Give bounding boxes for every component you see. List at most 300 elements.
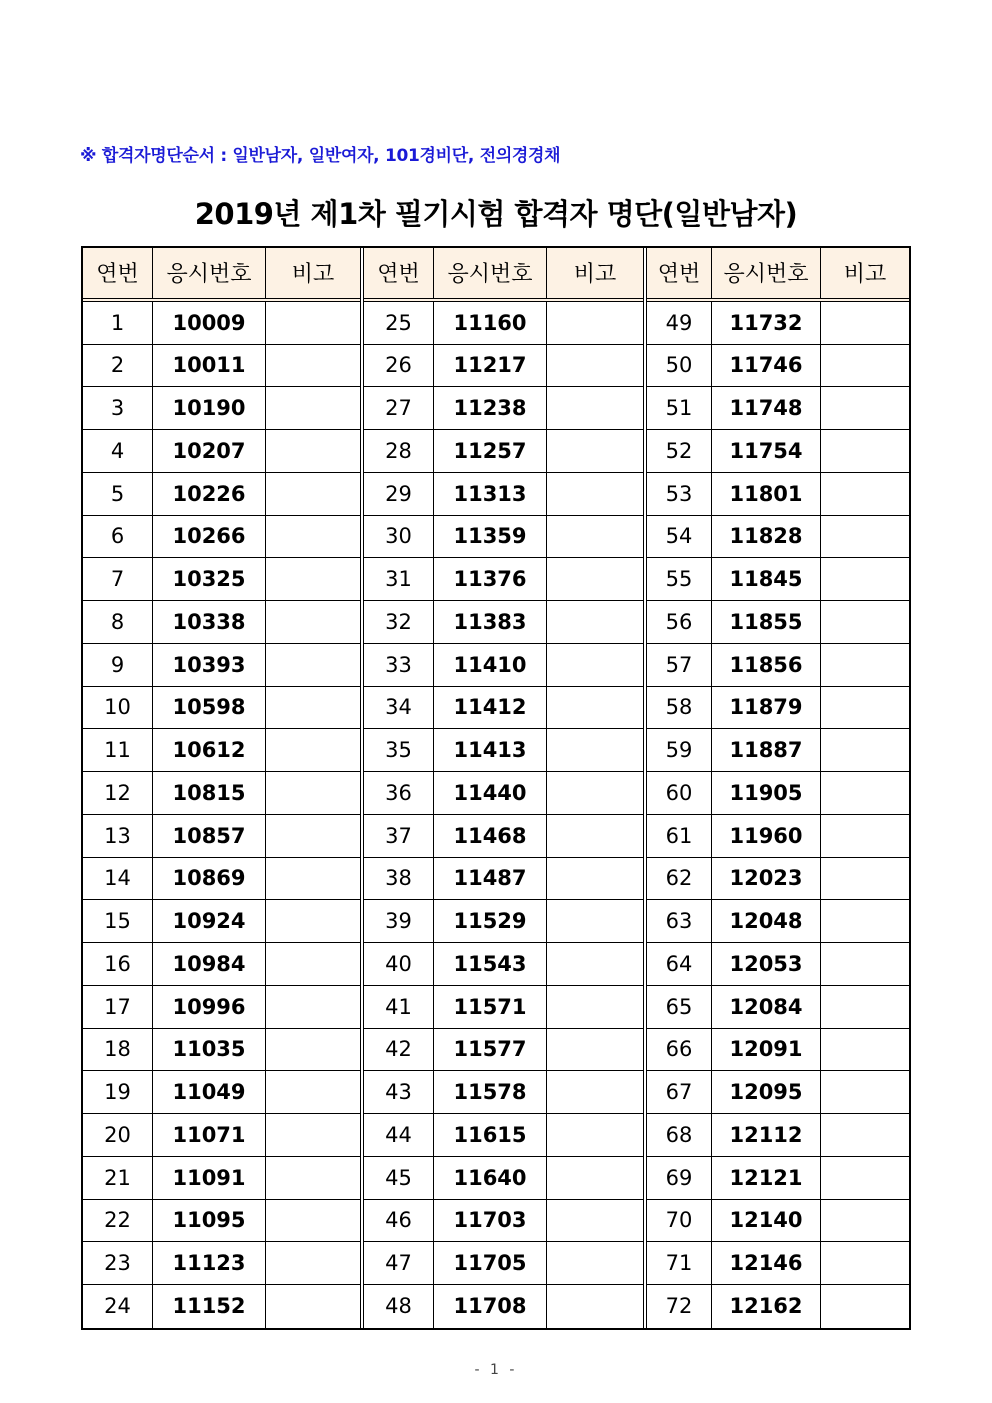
remark: [547, 943, 643, 985]
table-block-3: [643, 248, 909, 1328]
row-number: 56: [647, 601, 712, 643]
exam-id: 11571: [434, 986, 547, 1028]
remark: [821, 387, 909, 429]
results-table: [81, 246, 911, 1330]
header-row: [647, 248, 909, 302]
exam-id: 11640: [434, 1157, 547, 1199]
table-row: [647, 986, 909, 1029]
row-number: 28: [364, 430, 434, 472]
exam-id: 11578: [434, 1071, 547, 1113]
exam-id: 11376: [434, 558, 547, 600]
exam-id: 11705: [434, 1242, 547, 1284]
exam-id: 11095: [153, 1200, 266, 1242]
remark: [547, 430, 643, 472]
remark: [821, 516, 909, 558]
remark: [266, 729, 360, 771]
row-number: 12: [83, 772, 153, 814]
table-row: [647, 644, 909, 687]
remark: [821, 1200, 909, 1242]
row-number: 68: [647, 1114, 712, 1156]
row-number: 27: [364, 387, 434, 429]
exam-id: 11732: [712, 302, 821, 344]
table-row: [647, 473, 909, 516]
remark: [547, 772, 643, 814]
remark: [266, 1071, 360, 1113]
exam-id: 11487: [434, 858, 547, 900]
table-row: [364, 1157, 643, 1200]
remark: [266, 1285, 360, 1328]
remark: [547, 858, 643, 900]
row-number: 64: [647, 943, 712, 985]
table-row: [647, 1114, 909, 1157]
exam-id: 10338: [153, 601, 266, 643]
remark: [266, 644, 360, 686]
table-row: [647, 772, 909, 815]
table-row: [364, 858, 643, 901]
table-row: [83, 1029, 360, 1072]
table-row: [83, 601, 360, 644]
exam-id: 11845: [712, 558, 821, 600]
row-number: 37: [364, 815, 434, 857]
row-number: 1: [83, 302, 153, 344]
row-number: 70: [647, 1200, 712, 1242]
exam-id: 10266: [153, 516, 266, 558]
exam-id: 11313: [434, 473, 547, 515]
remark: [266, 858, 360, 900]
table-row: [364, 345, 643, 388]
row-number: 19: [83, 1071, 153, 1113]
row-number: 63: [647, 900, 712, 942]
table-row: [83, 729, 360, 772]
row-number: 54: [647, 516, 712, 558]
table-row: [647, 687, 909, 730]
exam-id: 12162: [712, 1285, 821, 1328]
table-row: [83, 815, 360, 858]
remark: [547, 1200, 643, 1242]
exam-id: 10011: [153, 345, 266, 387]
exam-id: 11529: [434, 900, 547, 942]
row-number: 25: [364, 302, 434, 344]
exam-id: 11615: [434, 1114, 547, 1156]
header-remark: 비고: [291, 262, 335, 288]
exam-id: 11091: [153, 1157, 266, 1199]
exam-id: 10598: [153, 687, 266, 729]
table-row: [83, 345, 360, 388]
exam-id: 10325: [153, 558, 266, 600]
row-number: 42: [364, 1029, 434, 1071]
remark: [266, 1200, 360, 1242]
table-row: [647, 1285, 909, 1328]
row-number: 49: [647, 302, 712, 344]
row-number: 6: [83, 516, 153, 558]
row-number: 57: [647, 644, 712, 686]
row-number: 66: [647, 1029, 712, 1071]
row-number: 52: [647, 430, 712, 472]
remark: [547, 687, 643, 729]
row-number: 41: [364, 986, 434, 1028]
row-number: 2: [83, 345, 153, 387]
table-row: [364, 430, 643, 473]
row-number: 43: [364, 1071, 434, 1113]
row-number: 10: [83, 687, 153, 729]
row-number: 58: [647, 687, 712, 729]
table-row: [364, 687, 643, 730]
row-number: 18: [83, 1029, 153, 1071]
remark: [266, 900, 360, 942]
row-number: 13: [83, 815, 153, 857]
remark: [547, 302, 643, 344]
header-remark: 비고: [843, 262, 887, 288]
row-number: 8: [83, 601, 153, 643]
table-row: [364, 1242, 643, 1285]
table-row: [364, 558, 643, 601]
remark: [547, 1242, 643, 1284]
header-remark: 비고: [573, 262, 617, 288]
remark: [821, 687, 909, 729]
row-number: 36: [364, 772, 434, 814]
table-row: [364, 1029, 643, 1072]
header-row: [364, 248, 643, 302]
remark: [547, 1157, 643, 1199]
table-row: [364, 1071, 643, 1114]
remark: [266, 1029, 360, 1071]
table-row: [647, 302, 909, 345]
table-row: [83, 900, 360, 943]
exam-id: 11543: [434, 943, 547, 985]
exam-id: 12146: [712, 1242, 821, 1284]
table-row: [83, 1242, 360, 1285]
row-number: 15: [83, 900, 153, 942]
table-row: [83, 1071, 360, 1114]
remark: [821, 558, 909, 600]
table-row: [647, 558, 909, 601]
table-row: [364, 387, 643, 430]
table-row: [364, 943, 643, 986]
exam-id: 11748: [712, 387, 821, 429]
exam-id: 11468: [434, 815, 547, 857]
table-row: [83, 1285, 360, 1328]
table-row: [647, 1200, 909, 1243]
exam-id: 10924: [153, 900, 266, 942]
row-number: 33: [364, 644, 434, 686]
row-number: 29: [364, 473, 434, 515]
exam-id: 11383: [434, 601, 547, 643]
row-number: 7: [83, 558, 153, 600]
remark: [547, 345, 643, 387]
remark: [821, 473, 909, 515]
row-number: 9: [83, 644, 153, 686]
table-row: [364, 644, 643, 687]
row-number: 71: [647, 1242, 712, 1284]
table-row: [83, 302, 360, 345]
remark: [266, 430, 360, 472]
row-number: 40: [364, 943, 434, 985]
table-row: [83, 644, 360, 687]
remark: [266, 387, 360, 429]
row-number: 20: [83, 1114, 153, 1156]
remark: [547, 1071, 643, 1113]
row-number: 59: [647, 729, 712, 771]
row-number: 53: [647, 473, 712, 515]
table-row: [647, 900, 909, 943]
exam-id: 11856: [712, 644, 821, 686]
row-number: 60: [647, 772, 712, 814]
remark: [821, 644, 909, 686]
exam-id: 11746: [712, 345, 821, 387]
row-number: 55: [647, 558, 712, 600]
remark: [266, 345, 360, 387]
exam-id: 10612: [153, 729, 266, 771]
remark: [266, 601, 360, 643]
table-block-2: [360, 248, 643, 1328]
row-number: 31: [364, 558, 434, 600]
remark: [266, 815, 360, 857]
row-number: 3: [83, 387, 153, 429]
row-number: 30: [364, 516, 434, 558]
table-row: [364, 1200, 643, 1243]
remark: [821, 1285, 909, 1328]
exam-id: 10815: [153, 772, 266, 814]
exam-id: 10190: [153, 387, 266, 429]
row-number: 22: [83, 1200, 153, 1242]
remark: [821, 1242, 909, 1284]
exam-id: 10009: [153, 302, 266, 344]
exam-id: 12112: [712, 1114, 821, 1156]
row-number: 38: [364, 858, 434, 900]
table-row: [364, 772, 643, 815]
exam-id: 12140: [712, 1200, 821, 1242]
table-row: [364, 1285, 643, 1328]
remark: [266, 1114, 360, 1156]
exam-id: 11855: [712, 601, 821, 643]
row-number: 39: [364, 900, 434, 942]
header-number: 연번: [647, 248, 712, 298]
table-row: [647, 601, 909, 644]
exam-id: 11703: [434, 1200, 547, 1242]
remark: [821, 302, 909, 344]
exam-id: 11412: [434, 687, 547, 729]
remark: [547, 601, 643, 643]
remark: [821, 943, 909, 985]
table-row: [83, 1200, 360, 1243]
table-row: [647, 729, 909, 772]
page-title: 2019년 제1차 필기시험 합격자 명단(일반남자): [194, 197, 798, 231]
exam-id: 11879: [712, 687, 821, 729]
exam-id: 10207: [153, 430, 266, 472]
remark: [266, 558, 360, 600]
row-number: 14: [83, 858, 153, 900]
remark: [266, 1157, 360, 1199]
table-row: [647, 1071, 909, 1114]
row-number: 44: [364, 1114, 434, 1156]
table-row: [647, 387, 909, 430]
table-row: [83, 516, 360, 559]
row-number: 67: [647, 1071, 712, 1113]
table-row: [364, 302, 643, 345]
row-number: 45: [364, 1157, 434, 1199]
header-number: 연번: [83, 248, 153, 298]
row-number: 17: [83, 986, 153, 1028]
remark: [547, 644, 643, 686]
row-number: 26: [364, 345, 434, 387]
remark: [547, 729, 643, 771]
table-row: [647, 815, 909, 858]
table-row: [364, 1114, 643, 1157]
table-row: [647, 1029, 909, 1072]
exam-id: 11160: [434, 302, 547, 344]
table-row: [83, 1157, 360, 1200]
remark: [821, 986, 909, 1028]
table-row: [647, 943, 909, 986]
exam-id: 11708: [434, 1285, 547, 1328]
exam-id: 11905: [712, 772, 821, 814]
row-number: 61: [647, 815, 712, 857]
exam-id: 11801: [712, 473, 821, 515]
row-number: 51: [647, 387, 712, 429]
remark: [547, 986, 643, 1028]
header-row: [83, 248, 360, 302]
remark: [266, 516, 360, 558]
header-exam-id: 응시번호: [712, 248, 821, 298]
table-row: [364, 473, 643, 516]
row-number: 47: [364, 1242, 434, 1284]
exam-id: 11754: [712, 430, 821, 472]
header-exam-id: 응시번호: [153, 248, 266, 298]
exam-id: 11960: [712, 815, 821, 857]
exam-id: 11049: [153, 1071, 266, 1113]
table-row: [83, 430, 360, 473]
exam-id: 10996: [153, 986, 266, 1028]
remark: [266, 687, 360, 729]
exam-id: 12091: [712, 1029, 821, 1071]
row-number: 4: [83, 430, 153, 472]
remark: [547, 1029, 643, 1071]
row-number: 11: [83, 729, 153, 771]
exam-id: 11257: [434, 430, 547, 472]
row-number: 50: [647, 345, 712, 387]
row-number: 46: [364, 1200, 434, 1242]
remark: [821, 900, 909, 942]
exam-id: 12084: [712, 986, 821, 1028]
remark: [821, 815, 909, 857]
header-exam-id: 응시번호: [434, 248, 547, 298]
row-number: 72: [647, 1285, 712, 1328]
exam-id: 11071: [153, 1114, 266, 1156]
exam-id: 11238: [434, 387, 547, 429]
table-row: [83, 558, 360, 601]
row-number: 35: [364, 729, 434, 771]
exam-id: 12048: [712, 900, 821, 942]
exam-id: 11035: [153, 1029, 266, 1071]
remark: [547, 558, 643, 600]
exam-id: 11152: [153, 1285, 266, 1328]
table-row: [83, 858, 360, 901]
remark: [821, 430, 909, 472]
remark: [821, 1114, 909, 1156]
remark: [547, 815, 643, 857]
row-number: 24: [83, 1285, 153, 1328]
table-row: [647, 516, 909, 559]
table-row: [364, 815, 643, 858]
exam-id: 11413: [434, 729, 547, 771]
remark: [266, 772, 360, 814]
table-block-1: [83, 248, 360, 1328]
remark: [547, 1114, 643, 1156]
order-note: ※ 합격자명단순서 : 일반남자, 일반여자, 101경비단, 전의경경채: [80, 146, 561, 166]
row-number: 34: [364, 687, 434, 729]
exam-id: 11440: [434, 772, 547, 814]
table-row: [647, 345, 909, 388]
table-row: [364, 601, 643, 644]
remark: [547, 900, 643, 942]
table-row: [83, 986, 360, 1029]
exam-id: 11123: [153, 1242, 266, 1284]
remark: [821, 1157, 909, 1199]
header-number: 연번: [364, 248, 434, 298]
table-row: [364, 729, 643, 772]
remark: [266, 302, 360, 344]
table-row: [647, 1242, 909, 1285]
remark: [547, 1285, 643, 1328]
exam-id: 12121: [712, 1157, 821, 1199]
remark: [266, 986, 360, 1028]
row-number: 62: [647, 858, 712, 900]
table-row: [364, 516, 643, 559]
remark: [266, 943, 360, 985]
remark: [821, 345, 909, 387]
remark: [547, 516, 643, 558]
table-row: [647, 858, 909, 901]
table-row: [83, 943, 360, 986]
remark: [266, 1242, 360, 1284]
remark: [821, 1071, 909, 1113]
exam-id: 11359: [434, 516, 547, 558]
table-row: [647, 430, 909, 473]
row-number: 65: [647, 986, 712, 1028]
exam-id: 10226: [153, 473, 266, 515]
remark: [547, 387, 643, 429]
exam-id: 11828: [712, 516, 821, 558]
exam-id: 12023: [712, 858, 821, 900]
exam-id: 10869: [153, 858, 266, 900]
table-row: [83, 772, 360, 815]
row-number: 69: [647, 1157, 712, 1199]
row-number: 21: [83, 1157, 153, 1199]
row-number: 5: [83, 473, 153, 515]
exam-id: 12053: [712, 943, 821, 985]
row-number: 16: [83, 943, 153, 985]
table-row: [83, 473, 360, 516]
table-row: [83, 1114, 360, 1157]
exam-id: 12095: [712, 1071, 821, 1113]
remark: [821, 1029, 909, 1071]
remark: [547, 473, 643, 515]
row-number: 23: [83, 1242, 153, 1284]
remark: [266, 473, 360, 515]
exam-id: 11217: [434, 345, 547, 387]
exam-id: 11577: [434, 1029, 547, 1071]
row-number: 32: [364, 601, 434, 643]
remark: [821, 601, 909, 643]
row-number: 48: [364, 1285, 434, 1328]
exam-id: 11887: [712, 729, 821, 771]
table-row: [83, 387, 360, 430]
remark: [821, 858, 909, 900]
table-row: [647, 1157, 909, 1200]
table-row: [364, 986, 643, 1029]
exam-id: 11410: [434, 644, 547, 686]
exam-id: 10984: [153, 943, 266, 985]
